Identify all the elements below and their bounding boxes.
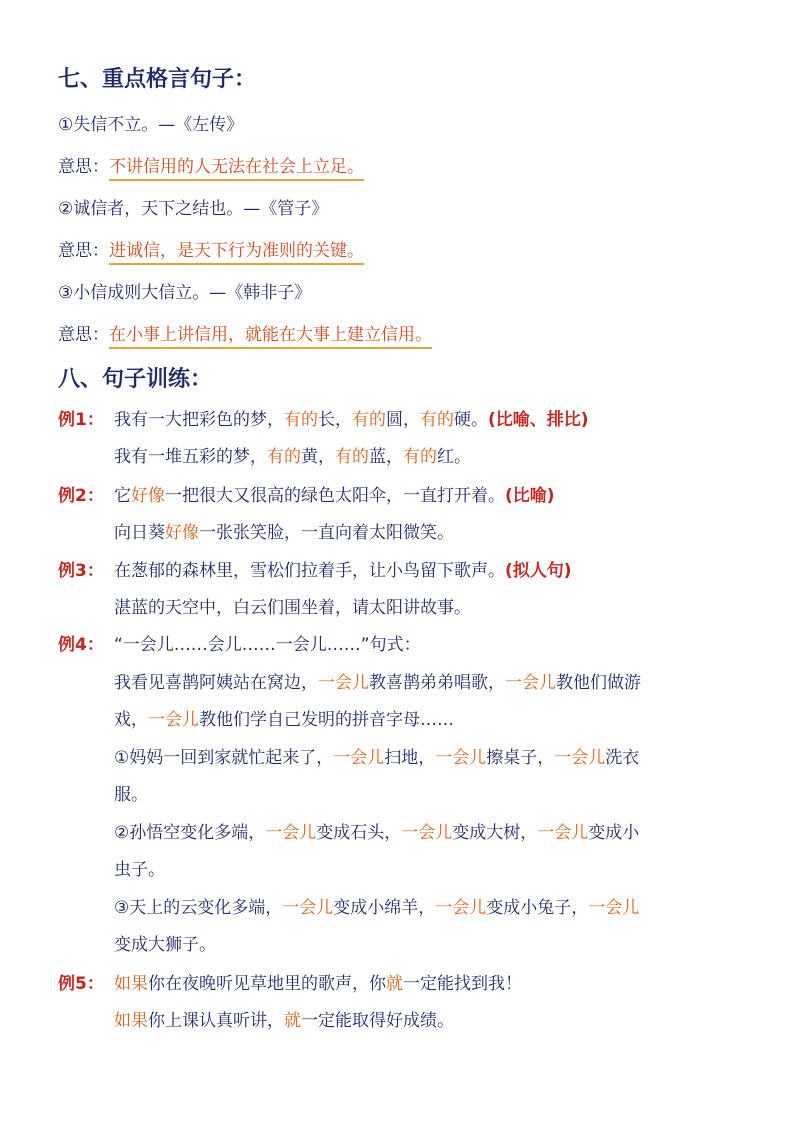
meaning-text: 不讲信用的人无法在社会上立足。: [109, 157, 364, 181]
highlight: 有的: [267, 447, 301, 467]
text: ②孙悟空变化多端，: [114, 823, 266, 843]
section7-title: 七、重点格言句子：: [58, 67, 257, 92]
highlight: 好像: [165, 523, 199, 543]
example-2-line-2: [114, 518, 454, 543]
text: 我有一堆五彩的梦，: [114, 447, 267, 467]
meaning-label: 意思：: [58, 241, 109, 261]
example-4-line-3: [114, 705, 454, 730]
example-4-line-5: 服。: [114, 785, 148, 805]
quote-1: ①失信不立。—《左传》: [58, 115, 244, 135]
quote-3: ③小信成则大信立。—《韩非子》: [58, 283, 312, 303]
meaning-text: 在小事上讲信用，就能在大事上建立信用。: [109, 325, 432, 349]
text: 变成大树，: [452, 823, 538, 843]
meaning-label: 意思：: [58, 325, 109, 345]
highlight: 一会儿: [588, 898, 640, 918]
highlight: 一会儿: [265, 823, 317, 843]
highlight: 一会儿: [537, 823, 589, 843]
text: 教他们做游: [556, 673, 641, 693]
text: 变成石头，: [316, 823, 402, 843]
text: 变成小: [588, 823, 640, 843]
text: 一定能找到我！: [403, 974, 522, 994]
text: 一定能取得好成绩。: [301, 1011, 454, 1031]
text: “一会儿……会儿……一会儿……”句式：: [114, 635, 421, 655]
highlight: 有的: [403, 447, 437, 467]
highlight: 好像: [131, 486, 165, 506]
example-2-line-1: [58, 481, 555, 506]
example-4-line-6: [114, 818, 639, 843]
example-label: 例4：: [58, 635, 104, 655]
text: 它: [114, 486, 131, 506]
text: 变成小兔子，: [486, 898, 589, 918]
text: 你在夜晚听见草地里的歌声，你: [148, 974, 386, 994]
rhetoric-tag: (比喻): [505, 486, 555, 506]
text: ③天上的云变化多端，: [114, 898, 283, 918]
highlight: 如果: [114, 974, 148, 994]
example-label: 例1：: [58, 410, 104, 430]
example-3-line-2: 湛蓝的天空中，白云们围坐着，请太阳讲故事。: [114, 598, 471, 618]
text: 擦桌子，: [486, 748, 555, 768]
highlight: 一会儿: [435, 898, 487, 918]
highlight: 有的: [284, 410, 318, 430]
text: 变成小绵羊，: [333, 898, 436, 918]
text: 教他们学自己发明的拼音字母……: [199, 710, 454, 730]
highlight: 就: [386, 974, 403, 994]
highlight: 有的: [352, 410, 386, 430]
highlight: 一会儿: [435, 748, 487, 768]
text: 你上课认真听讲，: [148, 1011, 284, 1031]
example-1-line-2: [114, 442, 471, 467]
text: 扫地，: [384, 748, 436, 768]
text: 向日葵: [114, 523, 165, 543]
text: 我看见喜鹊阿姨站在窝边，: [114, 673, 318, 693]
example-5-line-2: [114, 1006, 454, 1031]
quote-2: ②诚信者，天下之结也。—《管子》: [58, 199, 329, 219]
text: 黄，: [301, 447, 335, 467]
text: 在葱郁的森林里，雪松们拉着手，让小鸟留下歌声。: [114, 561, 505, 581]
highlight: 一会儿: [333, 748, 385, 768]
highlight: 一会儿: [554, 748, 606, 768]
text: 圆，: [386, 410, 420, 430]
meaning-2: [58, 236, 364, 261]
text: 教喜鹊弟弟唱歌，: [369, 673, 505, 693]
text: ①妈妈一回到家就忙起来了，: [114, 748, 334, 768]
highlight: 一会儿: [318, 673, 369, 693]
text: 一把很大又很高的绿色太阳伞，一直打开着。: [165, 486, 505, 506]
highlight: 有的: [335, 447, 369, 467]
meaning-text: 进诚信，是天下行为准则的关键。: [109, 241, 364, 265]
text: 红。: [437, 447, 471, 467]
highlight: 一会儿: [282, 898, 334, 918]
example-label: 例2：: [58, 486, 104, 506]
example-4-line-1: [58, 630, 421, 655]
highlight: 一会儿: [505, 673, 556, 693]
example-label: 例5：: [58, 974, 104, 994]
text: 戏，: [114, 710, 148, 730]
example-4-line-7: 虫子。: [114, 860, 165, 880]
text: 蓝，: [369, 447, 403, 467]
meaning-1: [58, 152, 364, 177]
highlight: 一会儿: [148, 710, 199, 730]
meaning-label: 意思：: [58, 157, 109, 177]
example-3-line-1: [58, 556, 572, 581]
text: 一张张笑脸，一直向着太阳微笑。: [199, 523, 454, 543]
example-4-line-8: [114, 893, 639, 918]
highlight: 一会儿: [401, 823, 453, 843]
highlight: 如果: [114, 1011, 148, 1031]
example-1-line-1: [58, 405, 589, 430]
text: 硬。: [454, 410, 488, 430]
meaning-3: [58, 320, 432, 345]
text: 我有一大把彩色的梦，: [114, 410, 284, 430]
example-4-line-9: 变成大狮子。: [114, 935, 216, 955]
rhetoric-tag: (比喻、排比): [488, 410, 589, 430]
highlight: 就: [284, 1011, 301, 1031]
text: 长，: [318, 410, 352, 430]
example-label: 例3：: [58, 561, 104, 581]
highlight: 有的: [420, 410, 454, 430]
example-4-line-2: [114, 668, 641, 693]
rhetoric-tag: (拟人句): [505, 561, 572, 581]
text: 洗衣: [605, 748, 640, 768]
example-4-line-4: [114, 743, 639, 768]
section8-title: 八、句子训练：: [58, 367, 213, 392]
example-5-line-1: [58, 969, 522, 994]
